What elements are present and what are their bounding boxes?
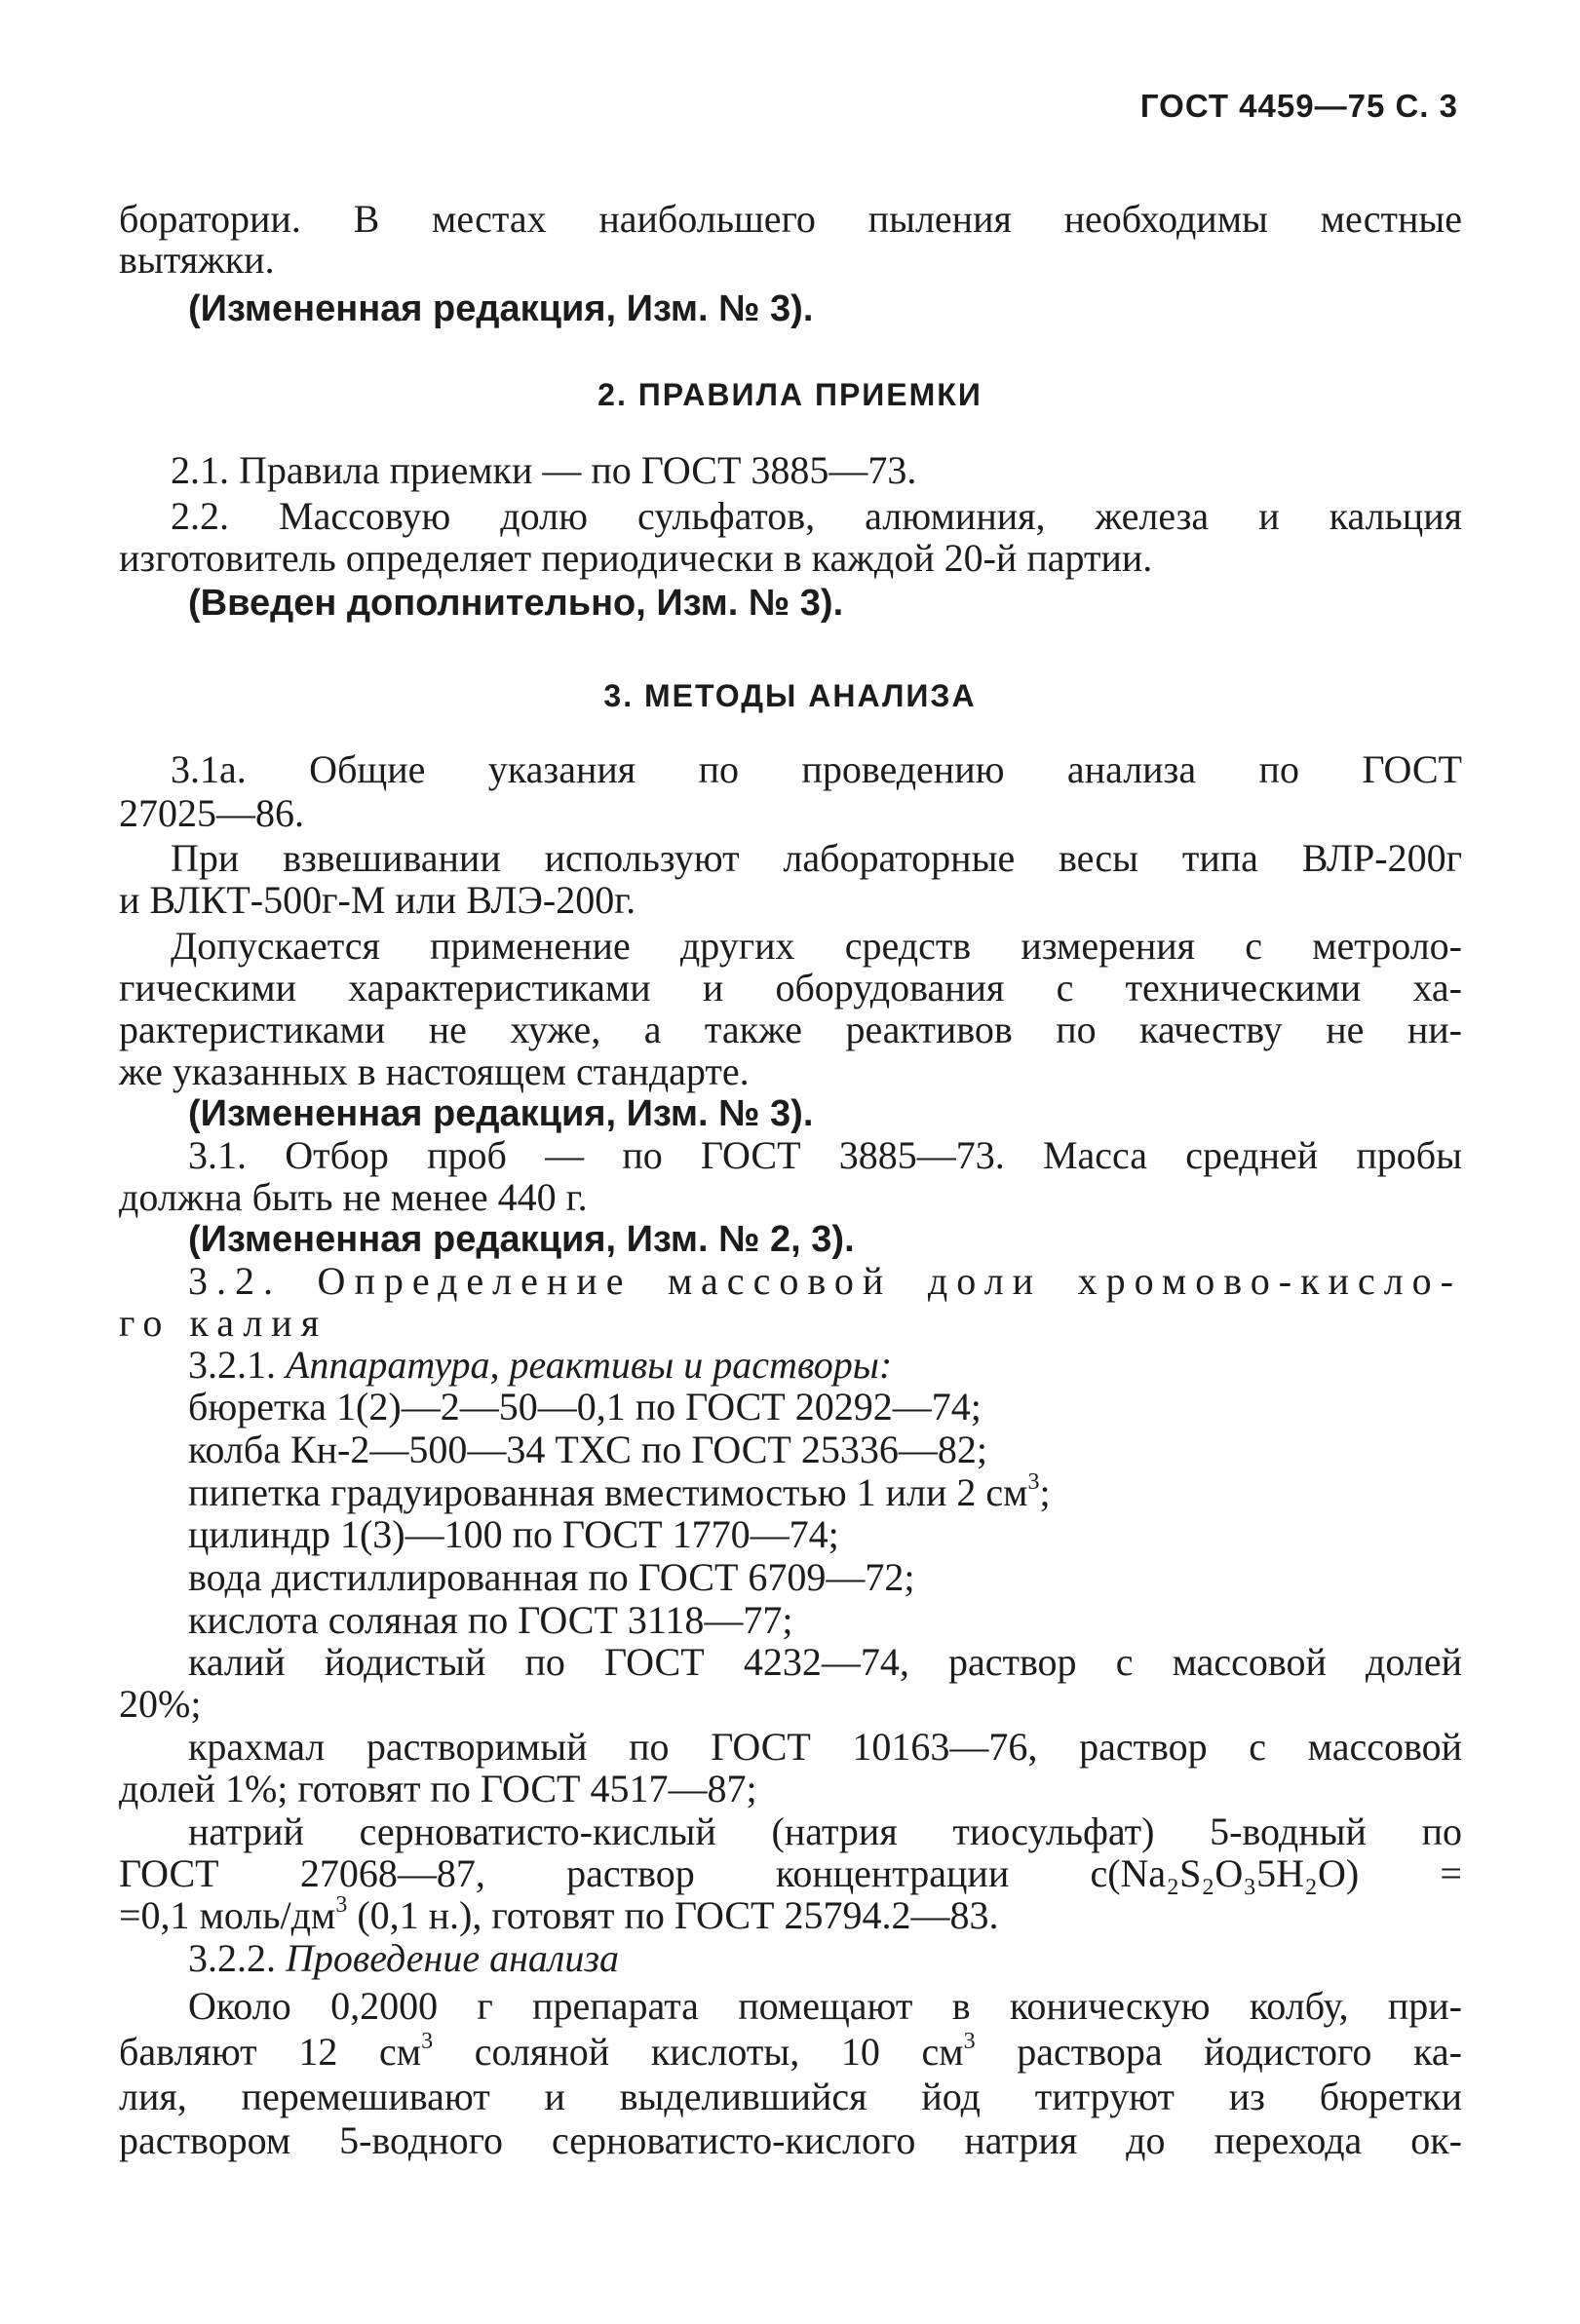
text-line: При взвешивании используют лабораторные весы типа ВЛР-200г — [171, 836, 1462, 880]
subsection-title: 3.2. Определение массовой доли хромово-кисло- — [188, 1259, 1462, 1303]
amendment-note: (Измененная редакция, Изм. № 3). — [188, 288, 814, 329]
list-item: цилиндр 1(3)—100 по ГОСТ 1770—74; — [188, 1512, 839, 1556]
text-line — [119, 2031, 1462, 2074]
text-line: рактеристиками не хуже, а также реактивов по качеству не ни- — [119, 1008, 1462, 1051]
subsection-title: го калия — [119, 1301, 328, 1345]
text-line: долей 1%; готовят по ГОСТ 4517—87; — [119, 1767, 757, 1810]
superscript: 3 — [963, 2029, 976, 2055]
text-line: Допускается применение других средств измерения с метроло- — [171, 924, 1462, 968]
text-line: 3.1а. Общие указания по проведению анализа по ГОСТ — [171, 747, 1462, 791]
clause-number: 3.2.2. — [188, 1936, 286, 1980]
list-item-text: пипетка градуированная вместимостью 1 или 2 см — [188, 1470, 1028, 1514]
text-line: лия, перемешивают и выделившийся йод титруют из бюретки — [119, 2075, 1462, 2118]
text-line — [188, 1937, 619, 1980]
list-item-text: ; — [1039, 1470, 1051, 1514]
amendment-note: (Измененная редакция, Изм. № 3). — [188, 1093, 814, 1134]
text-line: раствором 5-водного серноватисто-кислого натрия до перехода ок- — [119, 2118, 1462, 2162]
list-item: крахмал растворимый по ГОСТ 10163—76, раствор с массовой — [188, 1725, 1462, 1769]
list-item — [188, 1471, 1051, 1514]
text-line: же указанных в настоящем стандарте. — [119, 1049, 750, 1093]
amendment-note: (Измененная редакция, Изм. № 2, 3). — [188, 1219, 855, 1260]
list-item: кислота соляная по ГОСТ 3118—77; — [188, 1598, 793, 1642]
text-line — [119, 1894, 998, 1937]
text-line — [188, 1344, 892, 1387]
text-segment: бавляют 12 см — [119, 2030, 422, 2074]
text-segment: (0,1 н.), готовят по ГОСТ 25794.2—83. — [347, 1893, 999, 1937]
text-line: 3.1. Отбор проб — по ГОСТ 3885—73. Масса средней пробы — [188, 1133, 1462, 1177]
superscript: 3 — [335, 1892, 348, 1919]
text-line: боратории. В местах наибольшего пыления необходимы местные — [119, 197, 1462, 241]
clause-title: Аппаратура, реактивы и растворы: — [286, 1343, 893, 1387]
section-heading: 2. ПРАВИЛА ПРИЕМКИ — [597, 377, 983, 412]
list-item: натрий серноватисто-кислый (натрия тиосульфат) 5-водный по — [188, 1810, 1462, 1853]
clause-number: 3.2.1. — [188, 1343, 286, 1387]
text-line: 27025—86. — [119, 791, 304, 835]
text-line: и ВЛКТ-500г-М или ВЛЭ-200г. — [119, 878, 636, 922]
text-line: должна быть не менее 440 г. — [119, 1175, 588, 1219]
amendment-note: (Введен дополнительно, Изм. № 3). — [188, 583, 844, 624]
text-line: гическими характеристиками и оборудования с техническими ха- — [119, 966, 1462, 1010]
text-segment: =0,1 моль/дм — [119, 1893, 336, 1937]
text-line: ГОСТ 27068—87, раствор концентрации c(Na₂S₂O₃5H₂O) = — [119, 1851, 1462, 1895]
superscript: 3 — [421, 2029, 434, 2055]
text-segment: раствора йодистого ка- — [975, 2030, 1463, 2074]
text-line: Около 0,2000 г препарата помещают в коническую колбу, при- — [188, 1984, 1462, 2028]
text-line: вытяжки. — [119, 238, 275, 282]
list-item: вода дистиллированная по ГОСТ 6709—72; — [188, 1555, 915, 1599]
page-header: ГОСТ 4459—75 С. 3 — [1139, 88, 1458, 124]
text-line: изготовитель определяет периодически в каждой 20-й партии. — [119, 536, 1153, 580]
text-segment: соляной кислоты, 10 см — [433, 2030, 964, 2074]
section-heading: 3. МЕТОДЫ АНАЛИЗА — [603, 678, 977, 713]
list-item: калий йодистый по ГОСТ 4232—74, раствор с массовой долей — [188, 1640, 1462, 1684]
text-line: 2.1. Правила приемки — по ГОСТ 3885—73. — [171, 448, 917, 492]
list-item: колба Кн-2—500—34 ТХС по ГОСТ 25336—82; — [188, 1428, 987, 1471]
clause-title: Проведение анализа — [286, 1936, 619, 1980]
list-item: бюретка 1(2)—2—50—0,1 по ГОСТ 20292—74; — [188, 1385, 982, 1429]
superscript: 3 — [1027, 1469, 1040, 1496]
text-line: 2.2. Массовую долю сульфатов, алюминия, железа и кальция — [171, 494, 1462, 538]
text-line: 20%; — [119, 1682, 202, 1726]
